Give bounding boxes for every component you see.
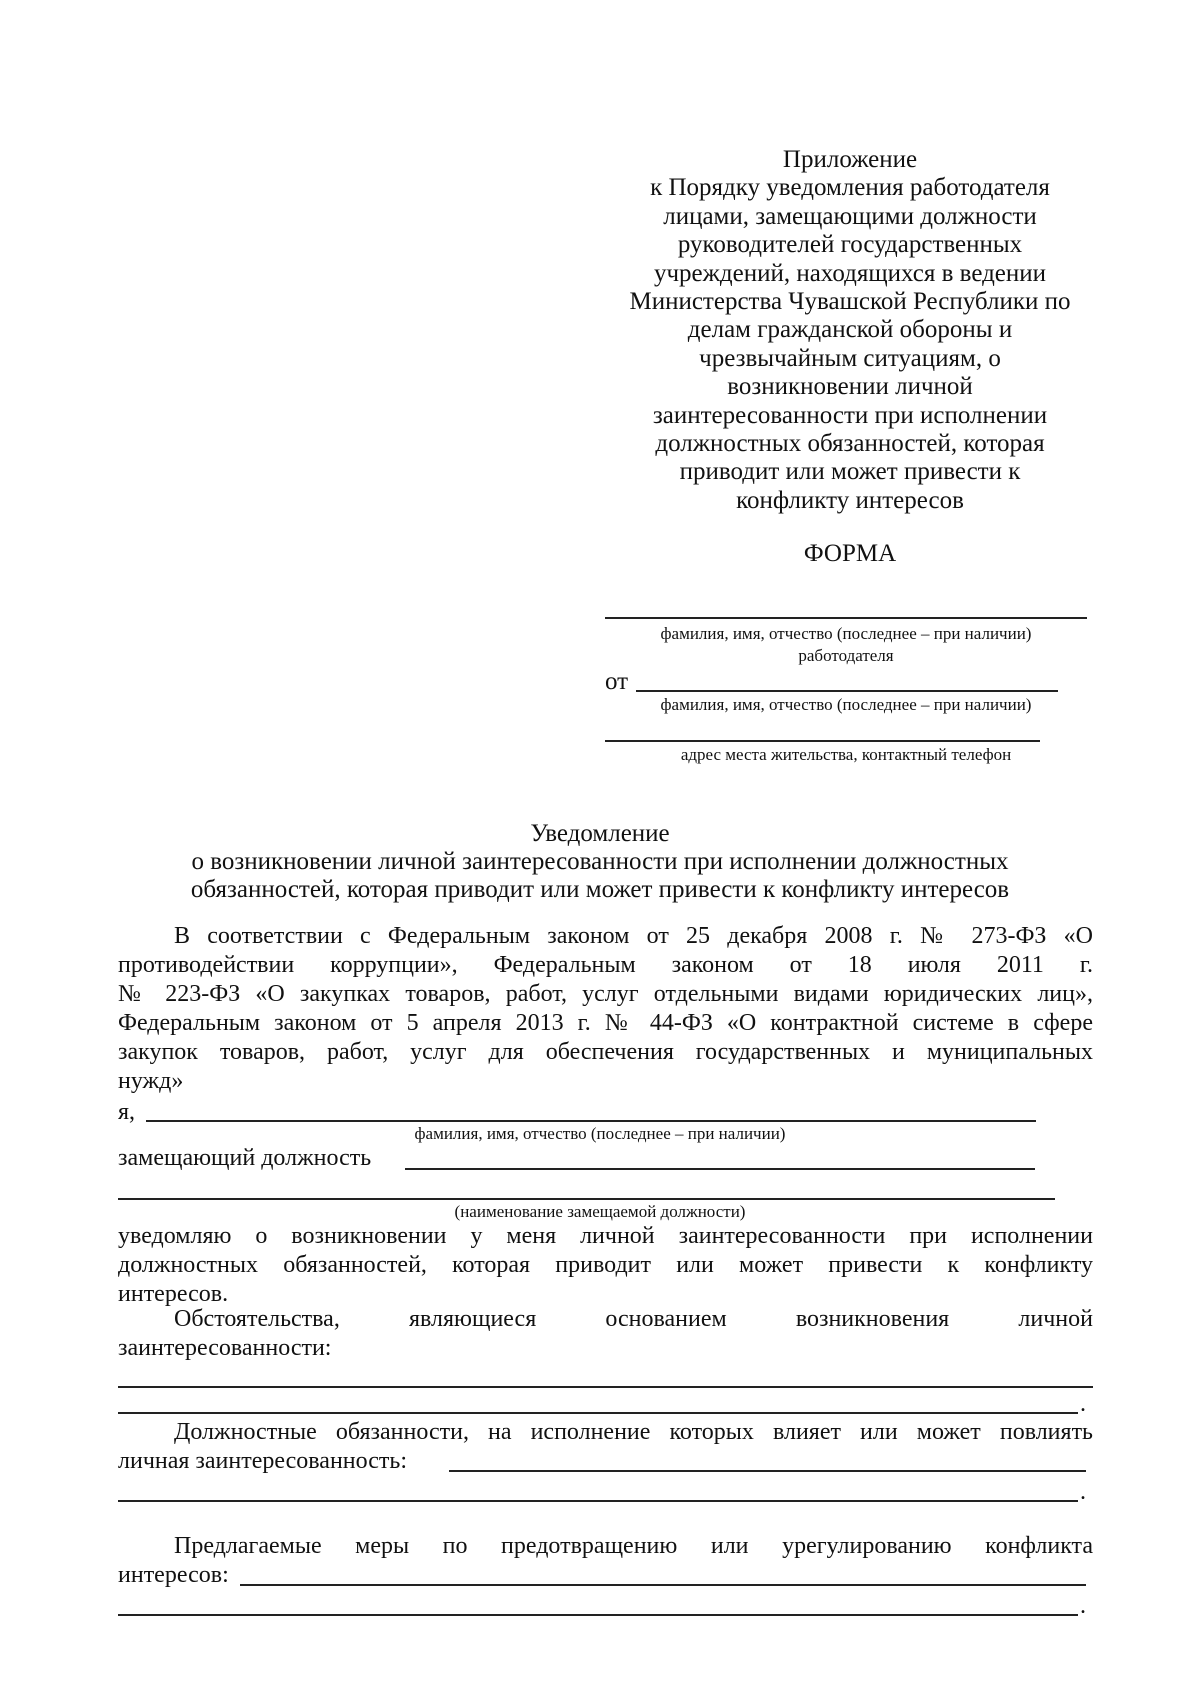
- duties-line: Должностные обязанности, на исполнение которых влияет или может повлиять: [174, 1419, 1093, 1445]
- word: Обстоятельства,: [174, 1306, 340, 1332]
- word: личной: [1018, 1306, 1093, 1332]
- measures-label: интересов:: [118, 1562, 229, 1588]
- word: меры: [355, 1533, 410, 1559]
- paragraph-line: Федеральным законом от 5 апреля 2013 г. № 44-ФЗ «О контрактной системе в сфере: [118, 1010, 1093, 1036]
- address-field[interactable]: [605, 740, 1040, 742]
- word: урегулированию: [782, 1533, 952, 1559]
- appendix-line: конфликту интересов: [736, 486, 964, 514]
- appendix-line: руководителей государственных: [677, 231, 1023, 259]
- circumstances-label: заинтересованности:: [118, 1335, 332, 1361]
- law-paragraph: [118, 922, 1093, 1096]
- appendix-line: заинтересованности при исполнении: [652, 401, 1048, 429]
- appendix-line: должностных обязанностей, которая: [655, 430, 1045, 458]
- from-name-field[interactable]: [636, 690, 1058, 692]
- word: Предлагаемые: [174, 1533, 322, 1559]
- notice-subtitle: обязанностей, которая приводит или может привести к конфликту интересов: [190, 876, 1010, 903]
- paragraph-line: закупок товаров, работ, услуг для обеспечения государственных и муниципальных: [118, 1039, 1093, 1065]
- appendix-line: делам гражданской обороны и: [687, 316, 1013, 344]
- employer-caption: фамилия, имя, отчество (последнее – при наличии): [660, 624, 1032, 643]
- duties-field-1[interactable]: [449, 1470, 1086, 1472]
- word: основанием: [605, 1306, 727, 1332]
- paragraph-line: интересов.: [118, 1281, 229, 1307]
- paragraph-line: № 223-ФЗ «О закупках товаров, работ, услуг отдельными видами юридических лиц»,: [118, 981, 1093, 1007]
- paragraph-line: противодействии коррупции», Федеральным законом от 18 июля 2011 г.: [118, 952, 1093, 978]
- paragraph-line: должностных обязанностей, которая приводит или может привести к конфликту: [118, 1252, 1093, 1278]
- duties-label: личная заинтересованность:: [118, 1448, 407, 1474]
- appendix-line: лицами, замещающими должности: [663, 202, 1037, 230]
- address-caption: адрес места жительства, контактный телефон: [680, 745, 1012, 764]
- measures-line: [174, 1532, 1093, 1561]
- period: .: [1080, 1391, 1086, 1417]
- paragraph-line: нужд»: [118, 1068, 184, 1094]
- appendix-line: приводит или может привести к: [679, 458, 1021, 486]
- word: возникновения: [795, 1306, 950, 1332]
- word: предотвращению: [501, 1533, 678, 1559]
- measures-field-1[interactable]: [240, 1584, 1086, 1586]
- i-label: я,: [118, 1099, 136, 1125]
- word: являющиеся: [408, 1306, 537, 1332]
- duties-field-2[interactable]: [118, 1500, 1078, 1502]
- appendix-line: Приложение: [782, 146, 918, 173]
- appendix-block: [590, 146, 1110, 515]
- notice-title: Уведомление: [530, 820, 670, 847]
- circumstances-field-1[interactable]: [118, 1386, 1093, 1388]
- circumstances-field-2[interactable]: [118, 1412, 1078, 1414]
- appendix-line: учреждений, находящихся в ведении: [653, 259, 1047, 287]
- period: .: [1080, 1479, 1086, 1505]
- measures-field-2[interactable]: [118, 1614, 1078, 1616]
- appendix-line: чрезвычайным ситуациям, о: [699, 344, 1001, 372]
- notify-paragraph: [118, 1222, 1093, 1309]
- position-label: замещающий должность: [118, 1145, 372, 1171]
- i-caption: фамилия, имя, отчество (последнее – при наличии): [414, 1124, 786, 1143]
- employer-name-field[interactable]: [605, 617, 1087, 619]
- word: или: [710, 1533, 749, 1559]
- paragraph-line: В соответствии с Федеральным законом от 25 декабря 2008 г. № 273-ФЗ «О: [174, 923, 1093, 949]
- circumstances-line: [174, 1305, 1093, 1334]
- notice-subtitle: о возникновении личной заинтересованности при исполнении должностных: [191, 848, 1009, 875]
- appendix-line: к Порядку уведомления работодателя: [650, 174, 1050, 202]
- appendix-line: возникновении личной: [727, 373, 973, 401]
- position-caption: (наименование замещаемой должности): [454, 1202, 746, 1221]
- word: по: [442, 1533, 468, 1559]
- i-name-field[interactable]: [146, 1120, 1036, 1122]
- paragraph-line: уведомляю о возникновении у меня личной заинтересованности при исполнении: [118, 1223, 1093, 1249]
- form-label: ФОРМА: [803, 540, 897, 567]
- period: .: [1080, 1593, 1086, 1619]
- appendix-line: Министерства Чувашской Республики по: [629, 288, 1071, 316]
- position-field[interactable]: [405, 1168, 1035, 1170]
- position-field-2[interactable]: [118, 1198, 1055, 1200]
- from-label: от: [605, 668, 629, 695]
- word: конфликта: [985, 1533, 1093, 1559]
- from-caption: фамилия, имя, отчество (последнее – при наличии): [660, 695, 1032, 714]
- employer-caption-2: работодателя: [798, 646, 894, 665]
